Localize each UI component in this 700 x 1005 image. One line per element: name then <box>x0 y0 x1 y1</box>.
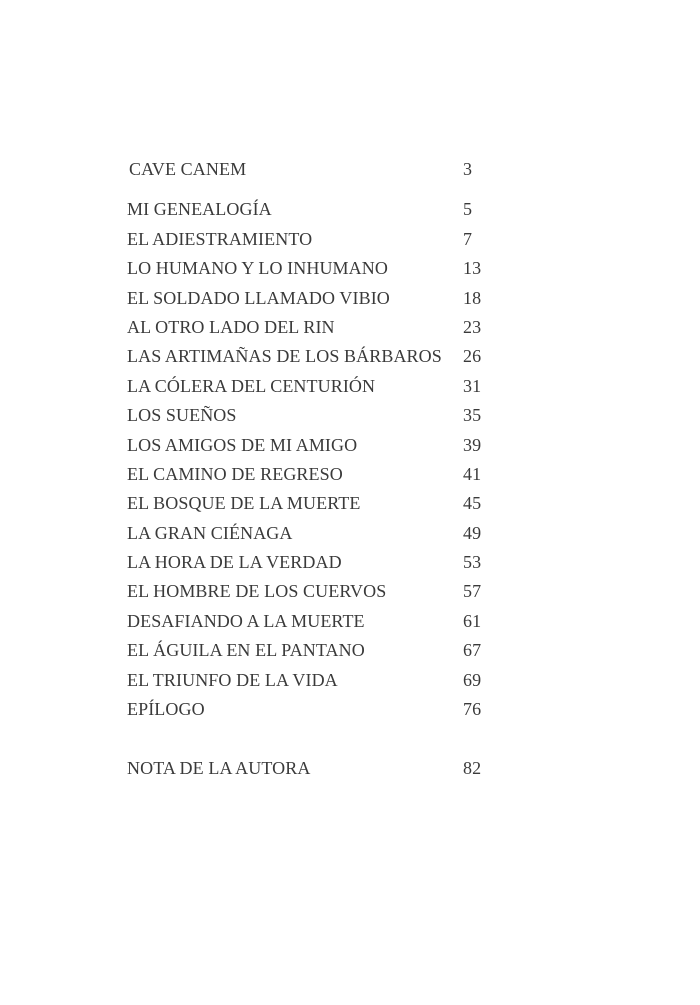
toc-entry <box>127 254 487 283</box>
toc-entry <box>127 519 487 548</box>
toc-entry-title: DESAFIANDO A LA MUERTE <box>127 610 365 631</box>
toc-entry <box>127 284 487 313</box>
toc-entry-page: 69 <box>463 669 482 690</box>
toc-entry-title: EL HOMBRE DE LOS CUERVOS <box>127 581 387 602</box>
toc-entry-page: 5 <box>463 199 473 220</box>
toc-entry-title: LA GRAN CIÉNAGA <box>127 522 293 543</box>
toc-entry-title: LOS SUEÑOS <box>127 405 237 426</box>
toc-entry-title: EL BOSQUE DE LA MUERTE <box>127 493 361 514</box>
toc-entry-title: EL TRIUNFO DE LA VIDA <box>127 669 338 690</box>
toc-entry <box>127 460 487 489</box>
toc-entry-title: LO HUMANO Y LO INHUMANO <box>127 258 388 279</box>
toc-entry-title: NOTA DE LA AUTORA <box>127 758 311 779</box>
toc-entry-title: LA CÓLERA DEL CENTURIÓN <box>127 375 376 396</box>
toc-entry-page: 39 <box>463 434 482 455</box>
toc-entry <box>127 401 487 430</box>
toc-entry-page: 18 <box>463 287 482 308</box>
toc-entry-page: 76 <box>463 699 482 720</box>
toc-entry-title: LAS ARTIMAÑAS DE LOS BÁRBAROS <box>127 346 442 367</box>
toc-entry <box>127 666 487 695</box>
toc-entry-page: 57 <box>463 581 482 602</box>
toc-entry-title: LOS AMIGOS DE MI AMIGO <box>127 434 358 455</box>
toc-entry-title: LA HORA DE LA VERDAD <box>127 552 342 573</box>
toc-entry <box>127 607 487 636</box>
toc-entry <box>127 225 487 254</box>
toc-entry-title: CAVE CANEM <box>129 159 247 179</box>
toc-entry-page: 23 <box>463 316 482 337</box>
toc-entry-title: EL CAMINO DE REGRESO <box>127 463 343 484</box>
toc-entry-intro <box>127 155 487 184</box>
toc-entry-page: 35 <box>463 405 482 426</box>
toc-entry <box>127 342 487 371</box>
toc-entry <box>127 372 487 401</box>
toc-entry <box>127 577 487 606</box>
toc-entry-page: 53 <box>463 552 482 573</box>
toc-entry <box>127 548 487 577</box>
toc-entry-page: 26 <box>463 346 482 367</box>
toc-entry-page: 3 <box>463 159 473 179</box>
toc-entry <box>127 489 487 518</box>
toc-entry-title: AL OTRO LADO DEL RIN <box>127 316 335 337</box>
toc-entry-note <box>127 754 487 783</box>
toc-entry-title: EL SOLDADO LLAMADO VIBIO <box>127 287 390 308</box>
table-of-contents <box>127 155 487 784</box>
toc-entry-title: MI GENEALOGÍA <box>127 199 272 220</box>
toc-entry-page: 7 <box>463 228 473 249</box>
toc-entry-title: EPÍLOGO <box>127 699 205 720</box>
toc-entry-page: 45 <box>463 493 482 514</box>
toc-entry-page: 49 <box>463 522 482 543</box>
toc-entry <box>127 313 487 342</box>
toc-entry-title: EL ÁGUILA EN EL PANTANO <box>127 640 365 661</box>
toc-entry-page: 13 <box>463 258 482 279</box>
toc-entry-page: 31 <box>463 375 482 396</box>
toc-entry <box>127 431 487 460</box>
toc-entry <box>127 636 487 665</box>
toc-entry-title: EL ADIESTRAMIENTO <box>127 228 313 249</box>
toc-entry <box>127 195 487 224</box>
toc-entry-page: 41 <box>463 463 482 484</box>
toc-entry <box>127 695 487 724</box>
toc-entry-page: 82 <box>463 758 482 779</box>
toc-entry-page: 61 <box>463 610 482 631</box>
toc-entry-page: 67 <box>463 640 482 661</box>
